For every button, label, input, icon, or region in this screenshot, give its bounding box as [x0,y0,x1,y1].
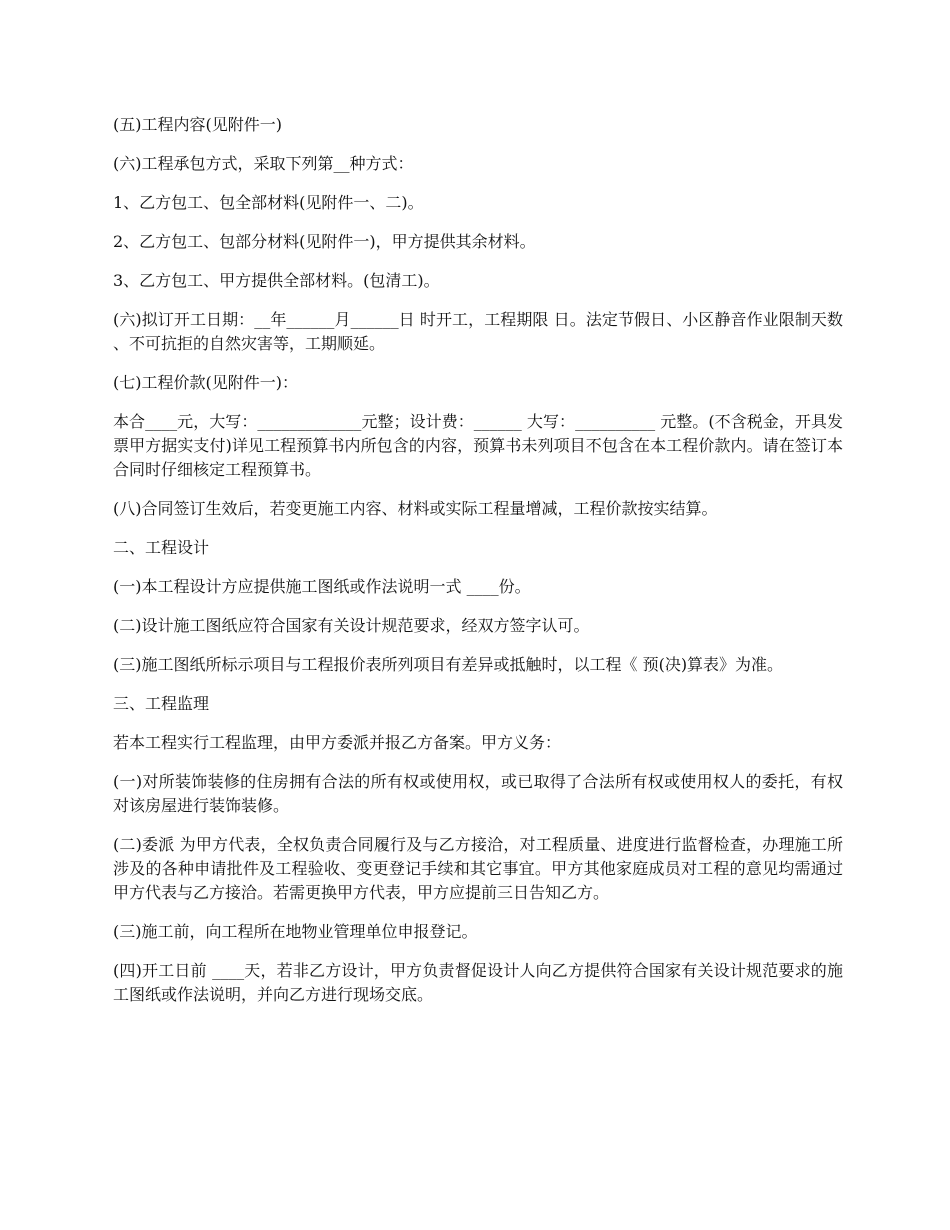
clause-price-detail: 本合____元，大写：_____________元整；设计费：______ 大写：__________ 元整。(不含税金，开具发票甲方据实支付)详见工程预算书内所包含的内容，预算书未列项目不包含在本工程价款内。请在签订本合同时仔细核定工程预算书。 [113,412,843,479]
clause-design-3: (三)施工图纸所标示项目与工程报价表所列项目有差异或抵触时，以工程《 预(决)算表》为准。 [113,655,784,674]
section-heading-supervision: 三、工程监理 [113,694,210,713]
clause-start-date: (六)拟订开工日期：__年______月______日 时开工，工程期限 日。法定节假日、小区静音作业限制天数、不可抗拒的自然灾害等，工期顺延。 [113,310,843,353]
clause-price: (七)工程价款(见附件一)： [113,373,298,392]
clause-party-a-4: (四)开工日前 ____天，若非乙方设计，甲方负责督促设计人向乙方提供符合国家有关设计规范要求的施工图纸或作法说明，并向乙方进行现场交底。 [113,961,843,1004]
clause-price-settlement: (八)合同签订生效后，若变更施工内容、材料或实际工程量增减，工程价款按实结算。 [113,499,718,518]
option-3: 3、乙方包工、甲方提供全部材料。(包清工)。 [113,271,440,290]
option-1: 1、乙方包工、包全部材料(见附件一、二)。 [113,193,424,212]
option-2: 2、乙方包工、包部分材料(见附件一)，甲方提供其余材料。 [113,232,536,251]
clause-design-2: (二)设计施工图纸应符合国家有关设计规范要求，经双方签字认可。 [113,616,590,635]
clause-work-content: (五)工程内容(见附件一) [113,115,282,134]
clause-party-a-3: (三)施工前，向工程所在地物业管理单位申报登记。 [113,922,478,941]
clause-party-a-2: (二)委派 为甲方代表，全权负责合同履行及与乙方接洽，对工程质量、进度进行监督检查，办理施工所涉及的各种申请批件及工程验收、变更登记手续和其它事宜。甲方其他家庭成员对工程的意见均需通过甲方代表与乙方接洽。若需更换甲方代表，甲方应提前三日告知乙方。 [113,835,843,902]
clause-supervision-intro: 若本工程实行工程监理，由甲方委派并报乙方备案。甲方义务： [113,733,562,752]
clause-party-a-1: (一)对所装饰装修的住房拥有合法的所有权或使用权，或已取得了合法所有权或使用权人的委托，有权对该房屋进行装饰装修。 [113,772,843,815]
section-heading-design: 二、工程设计 [113,538,210,557]
clause-design-1: (一)本工程设计方应提供施工图纸或作法说明一式 ____份。 [113,577,531,596]
clause-contract-method: (六)工程承包方式，采取下列第__种方式： [113,154,414,173]
document-body [113,113,843,1022]
